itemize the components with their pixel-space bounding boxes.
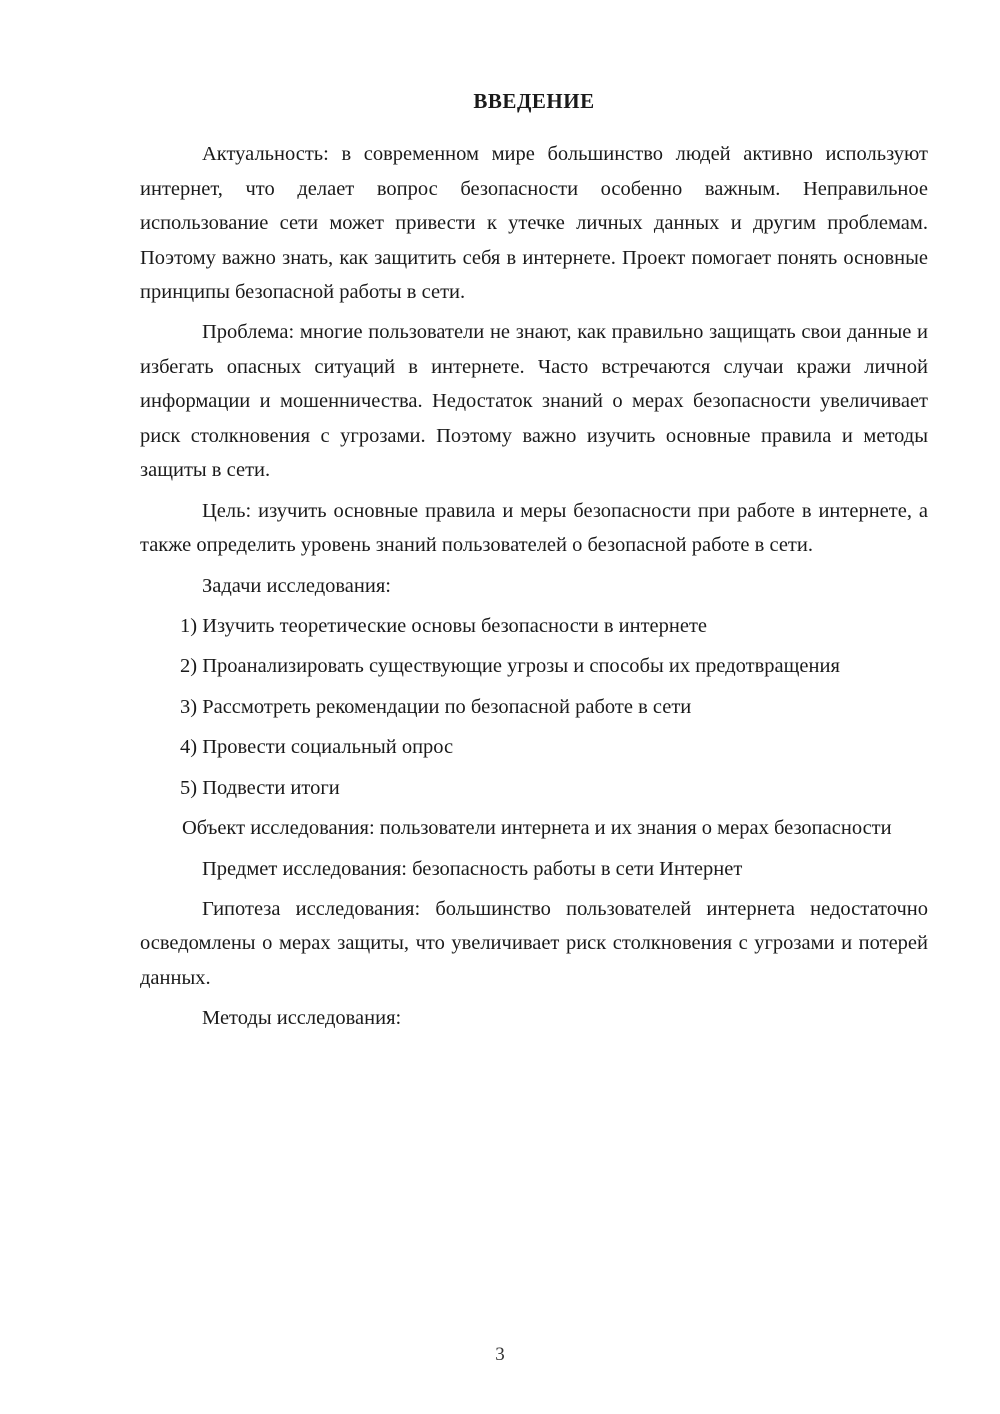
page-title: ВВЕДЕНИЕ xyxy=(473,89,595,113)
list-item: 2) Проанализировать существующие угрозы и способы их предотвращения xyxy=(180,655,840,678)
paragraph-relevance: Актуальность: в современном мире большинство людей активно используют интернет, что делает вопрос безопасности особенно важным. Неправильное использование сети может привести к утечке личных данных и другим проблемам. Поэтому важно знать, как защитить себя в интернете. Проект помогает понять основные принципы безопасной работы в сети. xyxy=(140,143,928,304)
paragraph-hypothesis: Гипотеза исследования: большинство пользователей интернета недостаточно осведомлены о мерах защиты, что увеличивает риск столкновения с угрозами и потерей данных. xyxy=(140,898,928,989)
paragraph-subject: Предмет исследования: безопасность работы в сети Интернет xyxy=(202,857,743,880)
list-item: 3) Рассмотреть рекомендации по безопасной работе в сети xyxy=(180,695,692,718)
paragraph-object: Объект исследования: пользователи интернета и их знания о мерах безопасности xyxy=(182,817,892,840)
list-item: 1) Изучить теоретические основы безопасности в интернете xyxy=(180,614,708,637)
list-item: 5) Подвести итоги xyxy=(180,776,340,799)
page-number: 3 xyxy=(495,1344,505,1365)
paragraph-goal: Цель: изучить основные правила и меры безопасности при работе в интернете, а также определить уровень знаний пользователей о безопасной работе в сети. xyxy=(140,499,928,557)
paragraph-methods-heading: Методы исследования: xyxy=(202,1007,402,1030)
list-item: 4) Провести социальный опрос xyxy=(180,736,454,759)
paragraph-problem: Проблема: многие пользователи не знают, как правильно защищать свои данные и избегать опасных ситуаций в интернете. Часто встречаются случаи кражи личной информации и мошенничества. Недостаток знаний о мерах безопасности увеличивает риск столкновения с угрозами. Поэтому важно изучить основные правила и методы защиты в сети. xyxy=(140,321,928,482)
paragraph-tasks-heading: Задачи исследования: xyxy=(202,574,391,597)
